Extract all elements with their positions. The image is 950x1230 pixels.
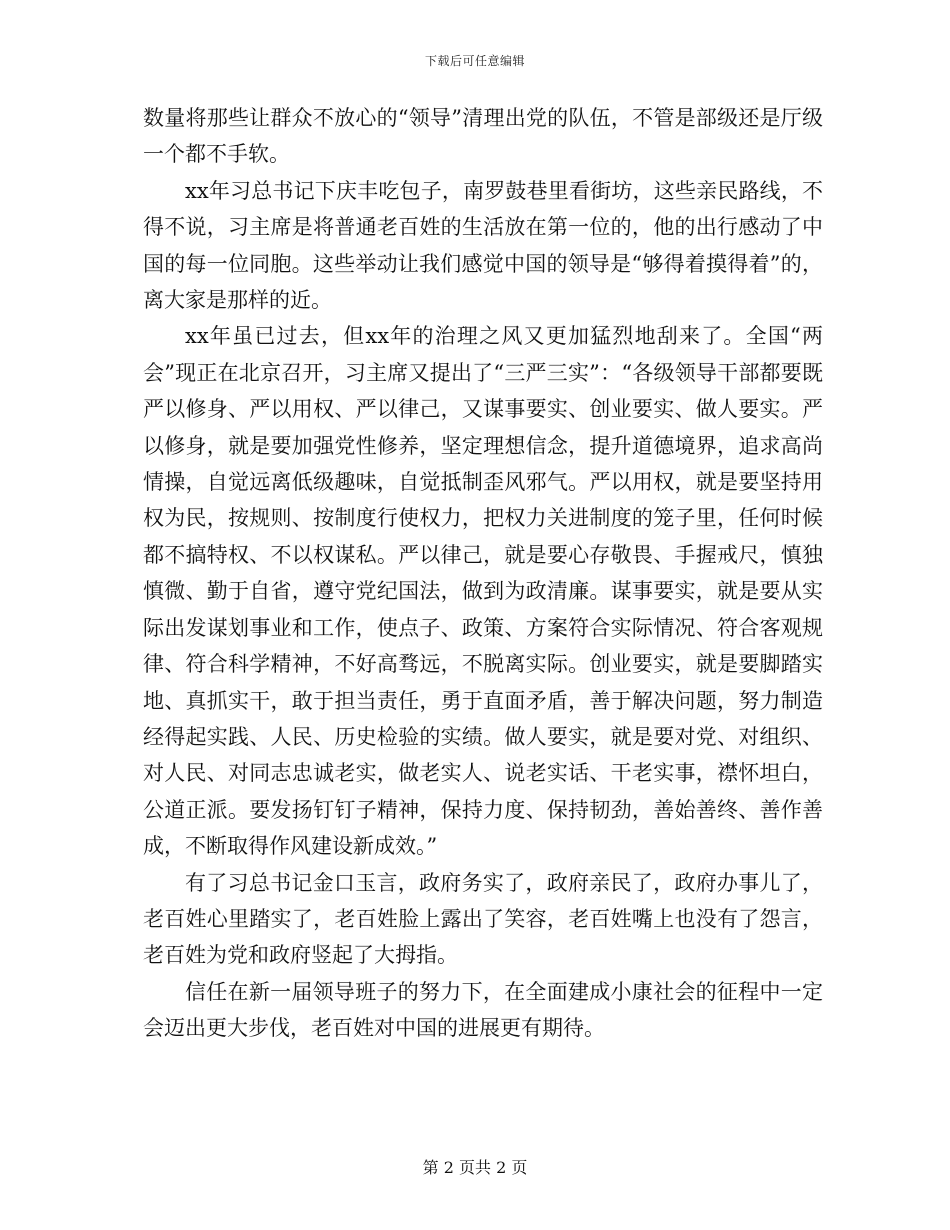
- paragraph-4: 有了习总书记金口玉言，政府务实了，政府亲民了，政府办事儿了，老百姓心里踏实了，老百姓脸上露出了笑容，老百姓嘴上也没有了怨言，老百姓为党和政府竖起了大拇指。: [143, 870, 823, 968]
- page-header-note: 下载后可任意编辑: [424, 54, 525, 68]
- paragraph-2: xx年习总书记下庆丰吃包子，南罗鼓巷里看街坊，这些亲民路线，不得不说，习主席是将普通老百姓的生活放在第一位的，他的出行感动了中国的每一位同胞。这些举动让我们感觉中国的领导是“够得着摸得着”的，离大家是那样的近。: [143, 178, 823, 313]
- page-number: 第 2 页共 2 页: [422, 1158, 528, 1177]
- paragraph-1: 数量将那些让群众不放心的“领导”清理出党的队伍，不管是部级还是厅级一个都不手软。: [143, 106, 823, 167]
- paragraph-3: xx年虽已过去，但xx年的治理之风又更加猛烈地刮来了。全国“两会”现正在北京召开，习主席又提出了“三严三实”：“各级领导干部都要既严以修身、严以用权、严以律己，又谋事要实、创业要实、做人要实。严以修身，就是要加强党性修养，坚定理想信念，提升道德境界，追求高尚情操，自觉远离低级趣味，自觉抵制歪风邪气。严以用权，就是要坚持用权为民，按规则、按制度行使权力，把权力关进制度的笼子里，任何时候都不搞特权、不以权谋私。严以律己，就是要心存敬畏、手握戒尺，慎独慎微、勤于自省，遵守党纪国法，做到为政清廉。谋事要实，就是要从实际出发谋划事业和工作，使点子、政策、方案符合实际情况、符合客观规律、符合科学精神，不好高骛远，不脱离实际。创业要实，就是要脚踏实地、真抓实干，敢于担当责任，勇于直面矛盾，善于解决问题，努力制造经得起实践、人民、历史检验的实绩。做人要实，就是要对党、对组织、对人民、对同志忠诚老实，做老实人、说老实话、干老实事，襟怀坦白，公道正派。要发扬钉钉子精神，保持力度、保持韧劲，善始善终、善作善成，不断取得作风建设新成效。”: [143, 324, 823, 859]
- document-body: [143, 100, 823, 1047]
- paragraph-5: 信任在新一届领导班子的努力下，在全面建成小康社会的征程中一定会迈出更大步伐，老百姓对中国的进展更有期待。: [143, 979, 823, 1041]
